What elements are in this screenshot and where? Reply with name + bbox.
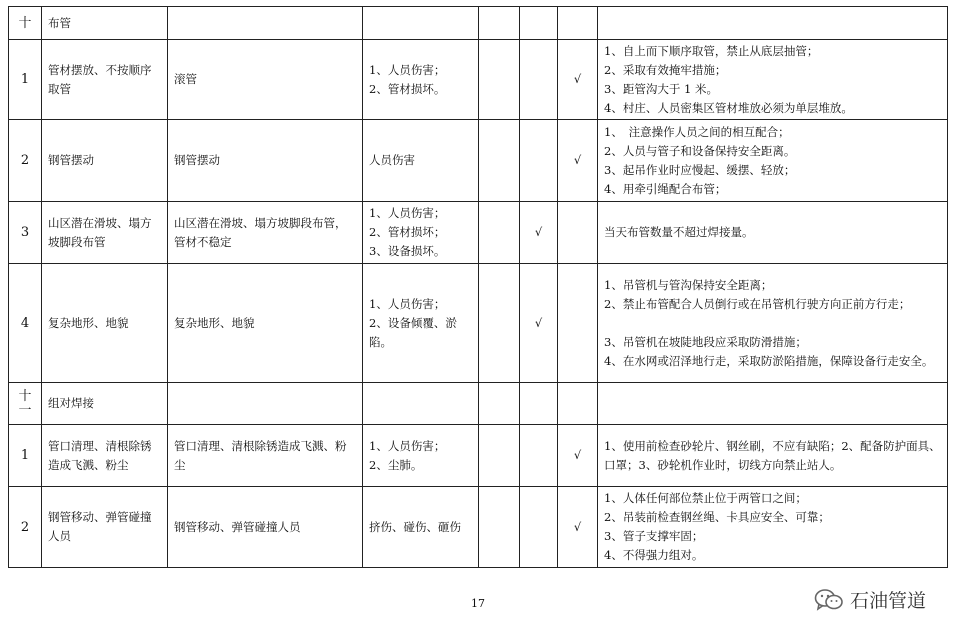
- table-row: [9, 487, 948, 568]
- level-cell-3: [558, 264, 598, 383]
- watermark-text: 石油管道: [849, 590, 926, 612]
- empty-cell: [558, 383, 598, 425]
- measures-cell: 1、人体任何部位禁止位于两管口之间； 2、吊装前检查钢丝绳、卡具应安全、可靠； 3、管子支撑牢固； 4、不得强力组对。: [598, 487, 948, 568]
- hazard-source-cell: 山区潜在滑坡、塌方坡脚段布管，管材不稳定: [168, 202, 363, 264]
- measures-cell: 1、使用前检查砂轮片、钢丝刷，不应有缺陷；2、配备防护面具、口罩；3、砂轮机作业时，切线方向禁止站人。: [598, 425, 948, 487]
- level-cell-1: [479, 487, 520, 568]
- hazard-source-cell: 钢管摆动: [168, 120, 363, 202]
- empty-cell: [479, 7, 520, 40]
- activity-cell: 管材摆放、不按顺序取管: [42, 40, 168, 120]
- level-cell-2: [520, 40, 558, 120]
- empty-cell: [520, 7, 558, 40]
- hazard-source-cell: 钢管移动、弹管碰撞人员: [168, 487, 363, 568]
- table-row: [9, 202, 948, 264]
- row-number: 3: [9, 202, 42, 264]
- level-cell-3: [558, 202, 598, 264]
- level-cell-2: [520, 425, 558, 487]
- empty-cell: [598, 383, 948, 425]
- empty-cell: [363, 383, 479, 425]
- section-title: 组对焊接: [42, 383, 168, 425]
- level-check-mark: √: [520, 202, 558, 264]
- section-header-row: [9, 383, 948, 425]
- empty-cell: [168, 7, 363, 40]
- measures-cell: 1、自上而下顺序取管，禁止从底层抽管； 2、采取有效掩牢措施； 3、距管沟大于 1 米。 4、村庄、人员密集区管材堆放必须为单层堆放。: [598, 40, 948, 120]
- section-number: 十一: [9, 383, 42, 425]
- watermark: [814, 586, 926, 613]
- empty-cell: [363, 7, 479, 40]
- table-row: [9, 120, 948, 202]
- empty-cell: [558, 7, 598, 40]
- measures-cell: 1、吊管机与管沟保持安全距离； 2、禁止布管配合人员倒行或在吊管机行驶方向正前方行走； 3、吊管机在坡陡地段应采取防滑措施； 4、在水网或沼泽地行走，采取防淤陷措施，保障设备行走安全。: [598, 264, 948, 383]
- hazard-table: [8, 6, 948, 568]
- measures-cell: 当天布管数量不超过焊接量。: [598, 202, 948, 264]
- row-number: 1: [9, 40, 42, 120]
- empty-cell: [168, 383, 363, 425]
- table-row: [9, 425, 948, 487]
- activity-cell: 钢管移动、弹管碰撞人员: [42, 487, 168, 568]
- level-cell-1: [479, 40, 520, 120]
- consequence-cell: 1、人员伤害； 2、尘肺。: [363, 425, 479, 487]
- row-number: 4: [9, 264, 42, 383]
- consequence-cell: 1、人员伤害； 2、管材损坏； 3、设备损坏。: [363, 202, 479, 264]
- level-check-mark: √: [558, 120, 598, 202]
- level-check-mark: √: [558, 425, 598, 487]
- section-number: 十: [9, 7, 42, 40]
- level-cell-1: [479, 202, 520, 264]
- activity-cell: 复杂地形、地貌: [42, 264, 168, 383]
- hazard-source-cell: 管口清理、清根除锈造成飞溅、粉尘: [168, 425, 363, 487]
- consequence-cell: 人员伤害: [363, 120, 479, 202]
- section-title: 布管: [42, 7, 168, 40]
- level-check-mark: √: [520, 264, 558, 383]
- page-number: 17: [471, 597, 485, 610]
- activity-cell: 管口清理、清根除锈造成飞溅、粉尘: [42, 425, 168, 487]
- hazard-source-cell: 复杂地形、地貌: [168, 264, 363, 383]
- consequence-cell: 1、人员伤害； 2、管材损坏。: [363, 40, 479, 120]
- level-cell-1: [479, 425, 520, 487]
- table-row: [9, 264, 948, 383]
- level-check-mark: √: [558, 487, 598, 568]
- section-header-row: [9, 7, 948, 40]
- empty-cell: [479, 383, 520, 425]
- level-cell-2: [520, 120, 558, 202]
- level-cell-1: [479, 264, 520, 383]
- level-check-mark: √: [558, 40, 598, 120]
- empty-cell: [520, 383, 558, 425]
- consequence-cell: 1、人员伤害； 2、设备倾覆、淤陷。: [363, 264, 479, 383]
- wechat-icon: [814, 588, 844, 612]
- level-cell-1: [479, 120, 520, 202]
- measures-cell: 1、 注意操作人员之间的相互配合； 2、人员与管子和设备保持安全距离。 3、起吊作业时应慢起、缓摆、轻放； 4、用牵引绳配合布管；: [598, 120, 948, 202]
- row-number: 1: [9, 425, 42, 487]
- table-row: [9, 40, 948, 120]
- hazard-source-cell: 滚管: [168, 40, 363, 120]
- row-number: 2: [9, 487, 42, 568]
- activity-cell: 钢管摆动: [42, 120, 168, 202]
- consequence-cell: 挤伤、碰伤、砸伤: [363, 487, 479, 568]
- level-cell-2: [520, 487, 558, 568]
- empty-cell: [598, 7, 948, 40]
- activity-cell: 山区潜在滑坡、塌方坡脚段布管: [42, 202, 168, 264]
- row-number: 2: [9, 120, 42, 202]
